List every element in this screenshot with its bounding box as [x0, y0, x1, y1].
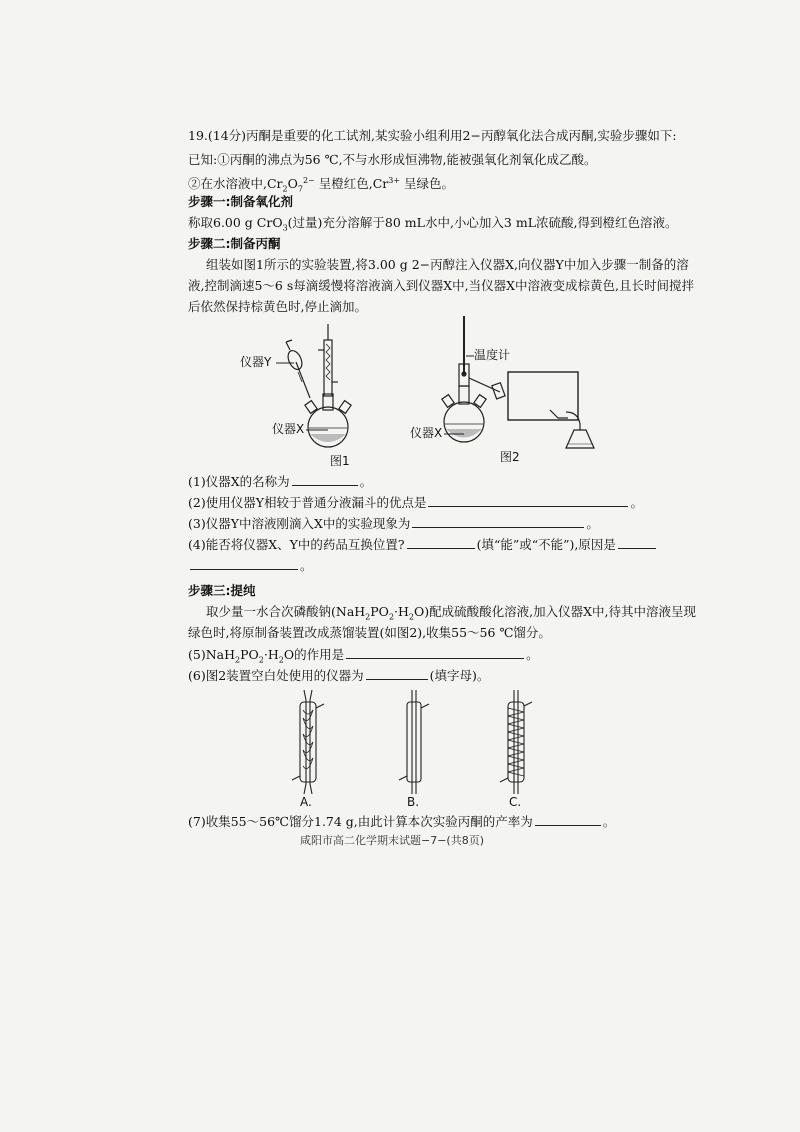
thermometer-label: 温度计: [474, 348, 511, 362]
answer-blank-2[interactable]: [428, 493, 628, 507]
answer-blank-4b[interactable]: [618, 535, 656, 549]
answer-blank-3[interactable]: [412, 514, 584, 528]
step1-title: 步骤一:制备氧化剂: [188, 194, 293, 209]
instrument-y-label: 仪器Y: [240, 355, 272, 369]
instrument-x-pointer-fig2: [444, 431, 466, 437]
step2-text-1: 组装如图1所示的实验装置,将3.00 g 2−丙醇注入仪器X,向仪器Y中加入步骤一制备的溶: [206, 257, 689, 272]
instrument-y-pointer: [276, 360, 296, 366]
step3-text-1: 取少量一水合次磷酸钠$(NaH_2PO_2\cdot H_2O)$配成硫酸酸化溶液,加入仪器X中,待其中溶液呈现: [206, 604, 696, 622]
figure-2-caption: 图2: [500, 450, 520, 464]
question-6: (6)图2装置空白处使用的仪器为 (填字母)。: [188, 668, 490, 683]
step1-text: 称取6.00 g CrO$_3$(过量)充分溶解于80 mL水中,小心加入3 mL浓硫酸,得到橙红色溶液。: [188, 215, 678, 233]
option-b-label: B.: [407, 795, 420, 809]
answer-blank-5[interactable]: [346, 645, 524, 659]
condenser-option-c: [498, 688, 534, 796]
question-7: (7)收集55～56℃馏分1.74 g,由此计算本次实验丙酮的产率为 。: [188, 814, 616, 829]
step3-text-2: 绿色时,将原制备装置改成蒸馏装置(如图2),收集55～56 ℃馏分。: [188, 625, 551, 640]
page-footer: 咸阳市高二化学期末试题−7−(共8页): [300, 834, 485, 847]
question-4-continuation: 。: [188, 556, 313, 575]
step3-title: 步骤三:提纯: [188, 583, 256, 598]
condenser-option-b: [396, 688, 432, 796]
known-info-2: ②在水溶液中$,Cr_2O_7^{2-}$ 呈橙红色$,Cr^{3+}$ 呈绿色。: [188, 176, 455, 194]
option-c-label: C.: [509, 795, 522, 809]
question-header: 19.(14分)丙酮是重要的化工试剂,某实验小组利用2−丙醇氧化法合成丙酮,实验步骤如下:: [188, 128, 677, 143]
figure-1-caption: 图1: [330, 454, 350, 468]
question-2: (2)使用仪器Y相较于普通分液漏斗的优点是 。: [188, 495, 643, 510]
known-info-1: 已知:①丙酮的沸点为56 ℃,不与水形成恒沸物,能被强氧化剂氧化成乙酸。: [188, 152, 597, 167]
answer-blank-7[interactable]: [535, 812, 601, 826]
instrument-x-label-fig1: 仪器X: [272, 422, 305, 436]
option-a-label: A.: [300, 795, 312, 809]
answer-blank-1[interactable]: [292, 472, 358, 486]
step2-text-2: 液,控制滴速5～6 s每滴缓慢将溶液滴入到仪器X中,当仪器X中溶液变成棕黄色,且长时间搅拌: [188, 278, 695, 293]
answer-blank-4a[interactable]: [407, 535, 475, 549]
question-5: $(5)NaH_2PO_2\cdot H_2O$的作用是 。: [188, 647, 539, 665]
answer-blank-4c[interactable]: [190, 556, 298, 570]
question-3: (3)仪器Y中溶液刚滴入X中的实验现象为 。: [188, 516, 599, 531]
thermometer-pointer: [466, 353, 476, 359]
step2-title: 步骤二:制备丙酮: [188, 236, 281, 251]
answer-blank-6[interactable]: [366, 666, 428, 680]
question-1: (1)仪器X的名称为 。: [188, 474, 373, 489]
step2-text-3: 后依然保持棕黄色时,停止滴加。: [188, 299, 367, 314]
condenser-option-a: [290, 688, 326, 796]
instrument-x-pointer-fig1: [306, 427, 330, 433]
instrument-x-label-fig2: 仪器X: [410, 426, 443, 440]
question-4: (4)能否将仪器X、Y中的药品互换位置? (填“能”或“不能”),原因是: [188, 535, 658, 554]
